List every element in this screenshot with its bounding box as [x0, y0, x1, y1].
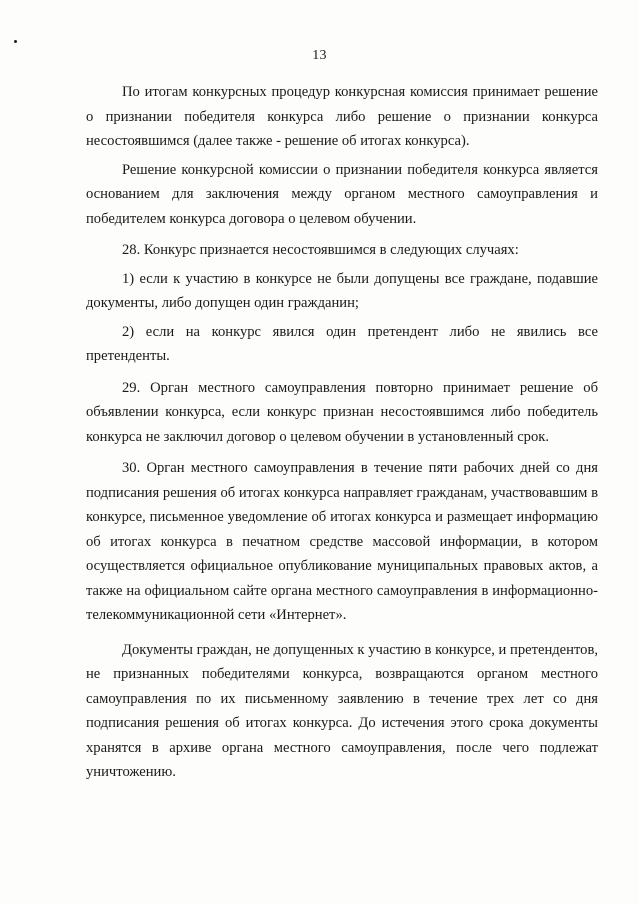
paragraph-clause-30: 30. Орган местного самоуправления в течение пяти рабочих дней со дня подписания решения об итогах конкурса направляет гражданам, участвовавшим в конкурсе, письменное уведомление об итогах конкурса и размещает информацию об итогах конкурса в печатном средстве массовой информации, в котором осуществляется официальное опубликование муниципальных правовых актов, а также на официальном сайте органа местного самоуправления в информационно-телекоммуникационной сети «Интернет». [86, 460, 598, 623]
paragraph-results-decision: По итогам конкурсных процедур конкурсная комиссия принимает решение о признании победителя конкурса либо решение о признании конкурса несостоявшимся (далее также - решение об итогах конкурса). [86, 84, 598, 149]
paragraph-documents-return: Документы граждан, не допущенных к участию в конкурсе, и претендентов, не признанных победителями конкурса, возвращаются органом местного самоуправления по их письменному заявлению в течение трех лет со дня подписания решения об итогах конкурса. До истечения этого срока документы хранятся в архиве органа местного самоуправления, после чего подлежат уничтожению. [86, 641, 598, 780]
paragraph-clause-29: 29. Орган местного самоуправления повторно принимает решение об объявлении конкурса, если конкурс признан несостоявшимся либо победитель конкурса не заключил договор о целевом обучении в установленный срок. [86, 379, 598, 445]
paragraph-clause-28: 28. Конкурс признается несостоявшимся в следующих случаях: [122, 242, 519, 258]
paragraph-clause-28-item-2: 2) если на конкурс явился один претендент либо не явились все претенденты. [86, 323, 598, 364]
paragraph-clause-28-item-1: 1) если к участию в конкурсе не были допущены все граждане, подавшие документы, либо допущен один гражданин; [86, 270, 598, 311]
document-body [86, 80, 598, 787]
paragraph-decision-basis: Решение конкурсной комиссии о признании победителя конкурса является основанием для заключения между органом местного самоуправления и победителем конкурса договора о целевом обучении. [86, 161, 598, 227]
scan-speck [14, 40, 17, 43]
page-number: 13 [312, 48, 327, 63]
